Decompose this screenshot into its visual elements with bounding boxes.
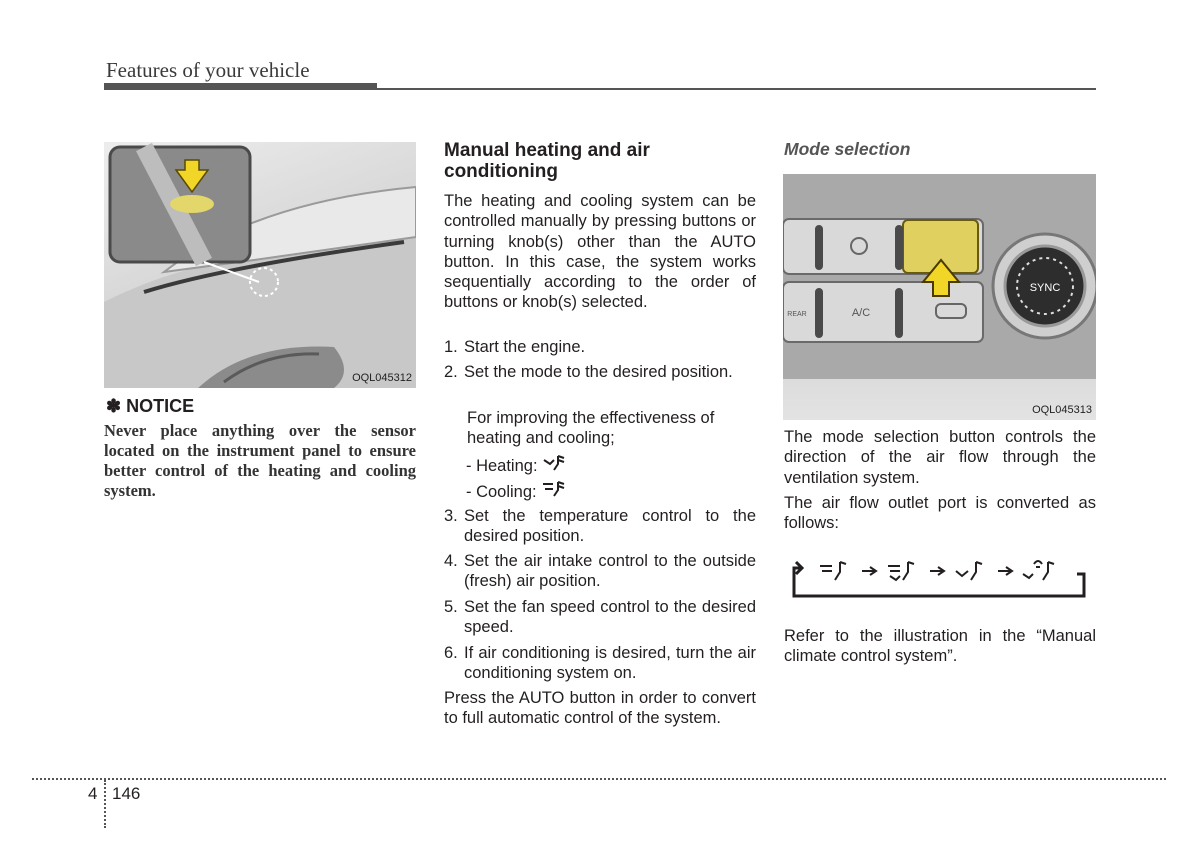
climate-panel-drawing [783,174,1096,420]
car-windshield-drawing [104,142,416,388]
cooling-label: - Cooling: [466,483,537,501]
ac-button-label: A/C [851,307,871,319]
step-number: 2. [444,363,458,381]
step-text: Set the air intake control to the outside (fresh) air position. [464,552,756,591]
list-item [444,362,756,382]
footer-rule [32,778,1166,780]
mode-cycle-arrows [790,556,1090,604]
step-text: If air conditioning is desired, turn the air conditioning system on. [464,644,756,683]
outlet-conversion-text: The air flow outlet port is converted as follows: [784,494,1096,533]
page-number: 146 [112,784,141,803]
heating-label: - Heating: [466,457,538,475]
mode-cycle-diagram [790,556,1090,609]
header-rule-thick [104,83,377,90]
step-number: 5. [444,598,458,616]
section-heading: Manual heating and air conditioning [444,140,650,182]
list-item [444,551,756,592]
mode-description: The mode selection button controls the direction of the air flow through the ventilation system. [784,428,1096,487]
image-code: OQL045313 [1032,404,1092,416]
step-text: Set the fan speed control to the desired speed. [464,598,756,637]
heating-mode-line [466,454,568,476]
list-item [444,643,756,684]
rear-button-label: REAR [787,311,807,318]
sensor-location-illustration [104,142,416,388]
step-number: 3. [444,507,458,525]
list-item [444,506,756,547]
step-text: Set the temperature control to the desired position. [464,507,756,546]
footer-divider [104,780,106,828]
sync-button-label: SYNC [1029,282,1061,294]
climate-panel-illustration [783,174,1096,420]
step-text: Start the engine. [464,338,586,356]
intro-paragraph: The heating and cooling system can be controlled manually by pressing buttons or turning knob(s) other than the AUTO button. In this case, the system works sequentially according to the order of buttons or knob(s) selected. [444,192,756,312]
list-item [444,337,756,357]
notice-title: ✽ NOTICE [106,396,195,416]
step-text: Set the mode to the desired position. [464,363,733,381]
mode-selection-heading: Mode selection [784,139,911,159]
final-paragraph: Press the AUTO button in order to convert to full automatic control of the system. [444,689,756,728]
face-vent-icon [541,480,567,500]
step-number: 4. [444,552,458,570]
header-title: Features of your vehicle [106,58,310,82]
step-number: 1. [444,338,458,356]
list-item [444,597,756,638]
header-rule-thin [377,88,1096,90]
step-number: 6. [444,644,458,662]
image-code: OQL045312 [352,372,412,384]
chapter-number: 4 [88,784,98,803]
notice-body: Never place anything over the sensor located on the instrument panel to ensure better control of the heating and cooling system. [104,421,416,500]
sub-note: For improving the effectiveness of heating and cooling; [467,409,715,448]
floor-vent-icon [542,454,568,474]
reference-paragraph: Refer to the illustration in the “Manual climate control system”. [784,627,1096,666]
cooling-mode-line [466,480,567,502]
